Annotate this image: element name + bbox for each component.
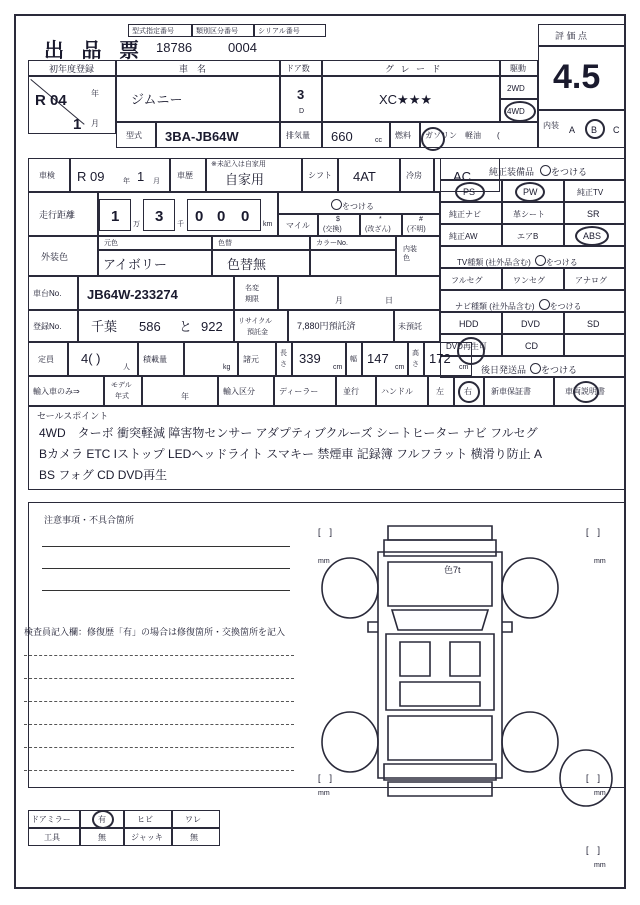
repaint-value-box: 色替無 (212, 250, 310, 276)
length-label-box: 長 さ (276, 342, 292, 376)
load-value-box: kg (184, 342, 238, 376)
option-genuine-nav[interactable]: 純正ナビ (440, 202, 502, 224)
doors-label-box: ドア数 (280, 60, 322, 76)
import-label-box: 輸入車のみ⇒ (28, 376, 104, 406)
option-leather-seat[interactable]: 革シート (502, 202, 564, 224)
option-genuine-tv[interactable]: 純正TV (564, 180, 626, 202)
door-mirror-label: ドアミラー (28, 810, 80, 828)
length-value-box: 339 cm (292, 342, 346, 376)
import-dealer-box[interactable]: ディーラー (274, 376, 336, 406)
option-pw[interactable]: PW (502, 180, 564, 202)
mileage-unknown-box: # (不明) (402, 214, 440, 236)
shiki-label-box: 型式 (116, 122, 156, 148)
new-warranty-box[interactable]: 新車保証書 (484, 376, 554, 406)
model-code-label-box: 型式指定番号 (128, 24, 192, 37)
recycle-value-box: 7,880円預託済 (288, 310, 394, 342)
drive-4wd-circle (504, 101, 536, 122)
source-label-box: 諸元 (238, 342, 276, 376)
import-parallel-box[interactable]: 並行 (336, 376, 376, 406)
color-no-label-box: カラーNo. (310, 236, 396, 250)
seats-value-box: 4( ) 人 (68, 342, 138, 376)
grade-box: XC★★★ (322, 76, 500, 122)
inspection-label-box: 車検 (28, 158, 70, 192)
exterior-label-box: 外装色 (28, 236, 98, 276)
later-ship-header: 後日発送品 をつける (440, 356, 626, 378)
option-sr[interactable]: SR (564, 202, 626, 224)
option-abs[interactable]: ABS (564, 224, 626, 246)
fuel-options-box: ガソリン 軽油 ( (420, 122, 538, 148)
width-value-box: 147 cm (362, 342, 408, 376)
mm-mark-1: mm (318, 558, 330, 565)
first-reg-box: R 04 年 1 月 (28, 76, 116, 134)
base-color-value-box: アイボリー (98, 250, 212, 276)
score-label-box: 評 価 点 (538, 24, 626, 46)
reg-label-box: 登録No. (28, 310, 78, 342)
vehicle-manual-circle (573, 381, 599, 403)
shift-label-box: シフト (302, 158, 338, 192)
sales-points-box: セールスポイント 4WD ターボ 衝突軽減 障害物センサー アダプティブクルーズ シートヒーター ナビ フルセグ Bカメラ ETC Iストップ LEDヘッドライト スマキー 禁煙車 記録簿 フルフラット 横滑り防止 A BS フォグ CD DVD再生 (28, 406, 626, 490)
nav-dvd[interactable]: DVD (502, 312, 564, 334)
model-year-label-box: モデル 年式 (104, 376, 142, 406)
fuel-label-box: 燃料 (390, 122, 420, 148)
handle-right-circle (458, 381, 480, 403)
shiki-value-box: 3BA-JB64W (156, 122, 280, 148)
header-values: 18786 0004 (156, 40, 257, 55)
sales-point-line-2: Bカメラ ETC Iストップ LEDヘッドライト スマキー 禁煙車 記録簿 フルフラット 横滑り防止 A (39, 447, 543, 461)
option-genuine-aw[interactable]: 純正AW (440, 224, 502, 246)
chassis-value-box: JB64W-233274 (78, 276, 234, 310)
mileage-tamper-box: * (改ざん) (360, 214, 402, 236)
drive-4wd-box: 4WD (500, 99, 538, 122)
reg-type-label-box: 車歴 (170, 158, 206, 192)
abs-circle (575, 226, 609, 246)
chassis-label-box: 車台No. (28, 276, 78, 310)
sales-point-line-3: BS フォグ CD DVD再生 (39, 468, 168, 482)
circle-icon (530, 363, 541, 374)
nav-cd[interactable]: CD (502, 334, 564, 356)
color-mark: 色7t (444, 565, 461, 575)
interior-option-c: C (613, 125, 620, 135)
mileage-digits-box: 1 万 3 千 0 0 0 km (98, 192, 278, 236)
jack-label: ジャッキ (124, 828, 172, 846)
bracket-mark-3: [ ] (318, 773, 333, 783)
height-label-box: 高 さ (408, 342, 424, 376)
genuine-options-header: 純正装備品 をつける (440, 158, 626, 180)
interior-color-box: 内装色 (396, 236, 440, 276)
model-year-value-box: 年 (142, 376, 218, 406)
door-mirror-value: 有 (80, 810, 124, 828)
drive-label-box: 駆動 (500, 60, 538, 76)
mm-mark-2: mm (594, 558, 606, 565)
mileage-tsukeru-box: をつける (278, 192, 440, 214)
nav-dvd-playable[interactable]: DVD再生可 (440, 334, 502, 356)
height-value-box: 172 cm (424, 342, 472, 376)
circle-icon (535, 255, 546, 266)
ps-circle (455, 182, 485, 202)
tools-value: 無 (80, 828, 124, 846)
tv-fullseg[interactable]: フルセグ (440, 268, 502, 290)
disp-label-box: 排気量 (280, 122, 322, 148)
car-diagram (300, 510, 626, 810)
jack-value: 無 (172, 828, 220, 846)
sales-point-line-1: 4WD ターボ 衝突軽減 障害物センサー アダプティブクルーズ シートヒーター ナビ フルセグ (39, 426, 538, 440)
tv-analog[interactable]: アナログ (564, 268, 626, 290)
bracket-mark-1: [ ] (318, 527, 333, 537)
mileage-exchange-box: $ (交換) (318, 214, 360, 236)
car-name-box: ジムニー (116, 76, 280, 122)
name-change-date-box: 月 日 (278, 276, 440, 310)
serial-label-box: シリアル番号 (254, 24, 326, 37)
bracket-mark-4: [ ] (586, 773, 601, 783)
bracket-mark-5: [ ] (586, 845, 601, 855)
tools-label: 工具 (28, 828, 80, 846)
disp-value-box: 660 cc (322, 122, 390, 148)
page-title: 出 品 票 (44, 40, 146, 62)
nav-type-header: ナビ種類 (社外品含む) をつける (440, 290, 626, 312)
import-class-label-box: 輸入区分 (218, 376, 274, 406)
vehicle-manual-box[interactable]: 車両説明書 (554, 376, 626, 406)
door-mirror-circle (92, 810, 114, 829)
circle-icon (539, 299, 550, 310)
nav-blank (564, 334, 626, 356)
circle-icon (331, 199, 342, 210)
not-deposited-box: 未預託 (394, 310, 440, 342)
interior-option-b: B (591, 125, 598, 135)
break-label: ワレ (172, 810, 220, 828)
mileage-mile-box: マイル (278, 214, 318, 236)
seats-label-box: 定員 (28, 342, 68, 376)
tv-type-header: TV種類 (社外品含む) をつける (440, 246, 626, 268)
notes-label: 注意事項・不具合箇所 (44, 515, 135, 525)
first-reg-label-box: 初年度登録 (28, 60, 116, 76)
mm-mark-3: mm (318, 790, 330, 797)
interior-label: 内装 (543, 121, 559, 130)
width-label-box: 幅 (346, 342, 362, 376)
car-name-label-box: 車 名 (116, 60, 280, 76)
option-airbag[interactable]: エアB (502, 224, 564, 246)
ac-label-box: 冷房 (400, 158, 434, 192)
inspector-note-label: 検査員記入欄：修復歴「有」の場合は修復箇所・交換箇所を記入 (24, 627, 286, 637)
nav-sd[interactable]: SD (564, 312, 626, 334)
class-code-label-box: 類別区分番号 (192, 24, 254, 37)
handle-right-box[interactable]: 右 (454, 376, 484, 406)
tv-oneseg[interactable]: ワンセグ (502, 268, 564, 290)
interior-option-a: A (569, 125, 576, 135)
reg-type-value-box: ※未記入は自家用 自家用 (206, 158, 302, 192)
base-color-label-box: 元色 (98, 236, 212, 250)
pw-circle (515, 182, 545, 202)
grade-label-box: グ レ ー ド (322, 60, 500, 76)
handle-left-box[interactable]: 左 (428, 376, 454, 406)
drive-2wd-box: 2WD (500, 76, 538, 99)
interior-b-circle (585, 119, 605, 139)
score-value-box: 4.5 (538, 46, 626, 110)
circle-icon (540, 165, 551, 176)
interior-grade-box (538, 110, 626, 148)
fuel-gasoline-circle (421, 127, 445, 151)
option-ps[interactable]: PS (440, 180, 502, 202)
bracket-mark-2: [ ] (586, 527, 601, 537)
load-label-box: 積載量 (138, 342, 184, 376)
recycle-label-box: リサイクル 預託金 (234, 310, 288, 342)
name-change-label-box: 名変 期限 (234, 276, 278, 310)
nav-hdd[interactable]: HDD (440, 312, 502, 334)
ac-value-box: AC (434, 158, 500, 192)
handle-label-box: ハンドル (376, 376, 428, 406)
crack-label: ヒビ (124, 810, 172, 828)
repaint-label-box: 色替 (212, 236, 310, 250)
mm-mark-5: mm (594, 862, 606, 869)
inspection-value-box: R 09 年 1 月 (70, 158, 170, 192)
color-no-value-box (310, 250, 396, 276)
shift-value-box: 4AT (338, 158, 400, 192)
mileage-label-box: 走行距離 (28, 192, 98, 236)
mm-mark-4: mm (594, 790, 606, 797)
doors-box: 3 D (280, 76, 322, 122)
reg-value-box: 千葉 586 と 922 (78, 310, 234, 342)
